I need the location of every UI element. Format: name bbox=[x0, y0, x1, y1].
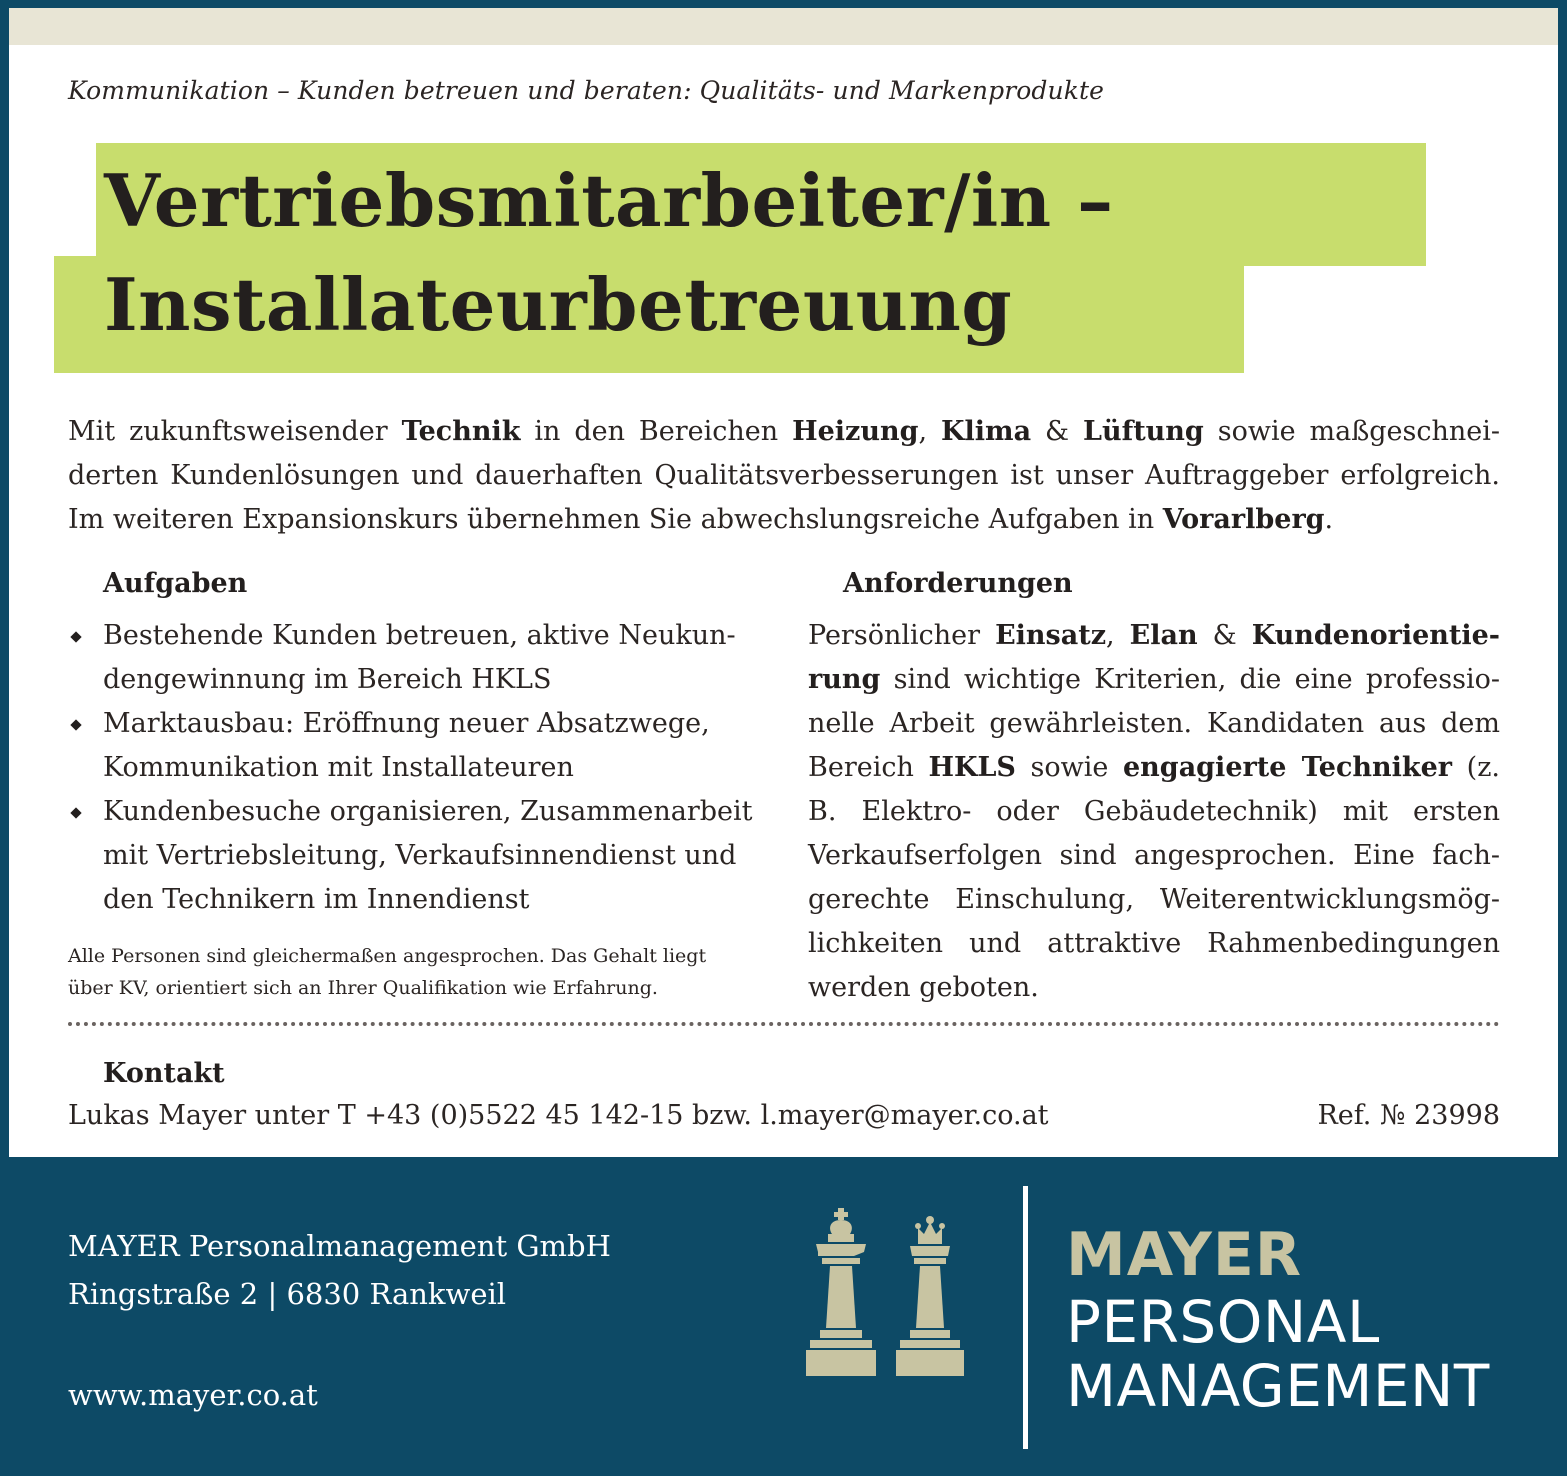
list-item: Kundenbesuche organisieren, Zusammenarbeit mit Vertriebsleitung, Verkaufsinnendienst und den Technikern im Innendienst bbox=[68, 790, 768, 922]
brand-divider bbox=[1023, 1186, 1028, 1449]
reference-number: Ref. № 23998 bbox=[1317, 1100, 1500, 1131]
intro-paragraph: Mit zukunftsweisender Technik in den Bereichen Heizung, Klima & Lüftung sowie maßgeschneiderten Kundenlösungen und dauerhaften Qualitätsverbesserungen ist unser Auftraggeber erfolgreich. Im weiteren Expansionskurs übernehmen Sie abwechslungsreiche Aufgaben in Vorarlberg. bbox=[68, 416, 1501, 535]
company-name: MAYER Personalmanagement GmbH bbox=[68, 1229, 611, 1263]
category-line: Kommunikation – Kunden betreuen und beraten: Qualitäts- und Markenprodukte bbox=[68, 76, 1105, 105]
brand-wordmark-mayer: MAYER bbox=[1066, 1220, 1303, 1290]
kontakt-heading: Kontakt bbox=[103, 1058, 225, 1089]
anforderungen-paragraph: Persönlicher Einsatz, Elan & Kundenorientierung sind wichtige Kriterien, die eine professionelle Arbeit gewährleisten. Kandidaten aus dem Bereich HKLS sowie engagierte Techniker (z. B. Elektro- oder Gebäudetechnik) mit ersten Verkaufserfolgen sind angesprochen. Eine fachgerechte Einschulung, Weiterentwicklungsmöglichkeiten und attraktive Rahmenbedingungen werden geboten. bbox=[808, 620, 1501, 1003]
brand-wordmark-management: MANAGEMENT bbox=[1066, 1352, 1490, 1420]
equal-opportunity-note: Alle Personen sind gleichermaßen angesprochen. Das Gehalt liegt über KV, orientiert sich an Ihrer Qualifikation wie Erfahrung. bbox=[68, 945, 707, 999]
top-band bbox=[9, 8, 1558, 45]
contact-line: Lukas Mayer unter T +43 (0)5522 45 142-15 bzw. l.mayer@mayer.co.at bbox=[68, 1100, 1049, 1131]
diamond-bullet-icon bbox=[70, 719, 81, 730]
anforderungen-heading: Anforderungen bbox=[843, 568, 1073, 599]
job-title-line-1: Vertriebsmitarbeiter/in – bbox=[104, 158, 1114, 243]
company-address bbox=[68, 1222, 611, 1318]
diamond-bullet-icon bbox=[70, 807, 81, 818]
website-link[interactable]: www.mayer.co.at bbox=[68, 1378, 318, 1412]
diamond-bullet-icon bbox=[70, 631, 81, 642]
chess-king-queen-icon bbox=[800, 1208, 990, 1378]
dotted-divider bbox=[68, 1022, 1500, 1026]
list-item: Bestehende Kunden betreuen, aktive Neukundengewinnung im Bereich HKLS bbox=[68, 614, 768, 702]
brand-wordmark-personal: PERSONAL bbox=[1066, 1288, 1380, 1356]
company-street: Ringstraße 2 | 6830 Rankweil bbox=[68, 1277, 507, 1311]
list-item: Marktausbau: Eröffnung neuer Absatzwege, Kommunikation mit Installateuren bbox=[68, 702, 768, 790]
aufgaben-list bbox=[68, 614, 768, 922]
aufgaben-heading: Aufgaben bbox=[103, 568, 248, 599]
job-title-line-2: Installateurbetreuung bbox=[104, 262, 1013, 347]
